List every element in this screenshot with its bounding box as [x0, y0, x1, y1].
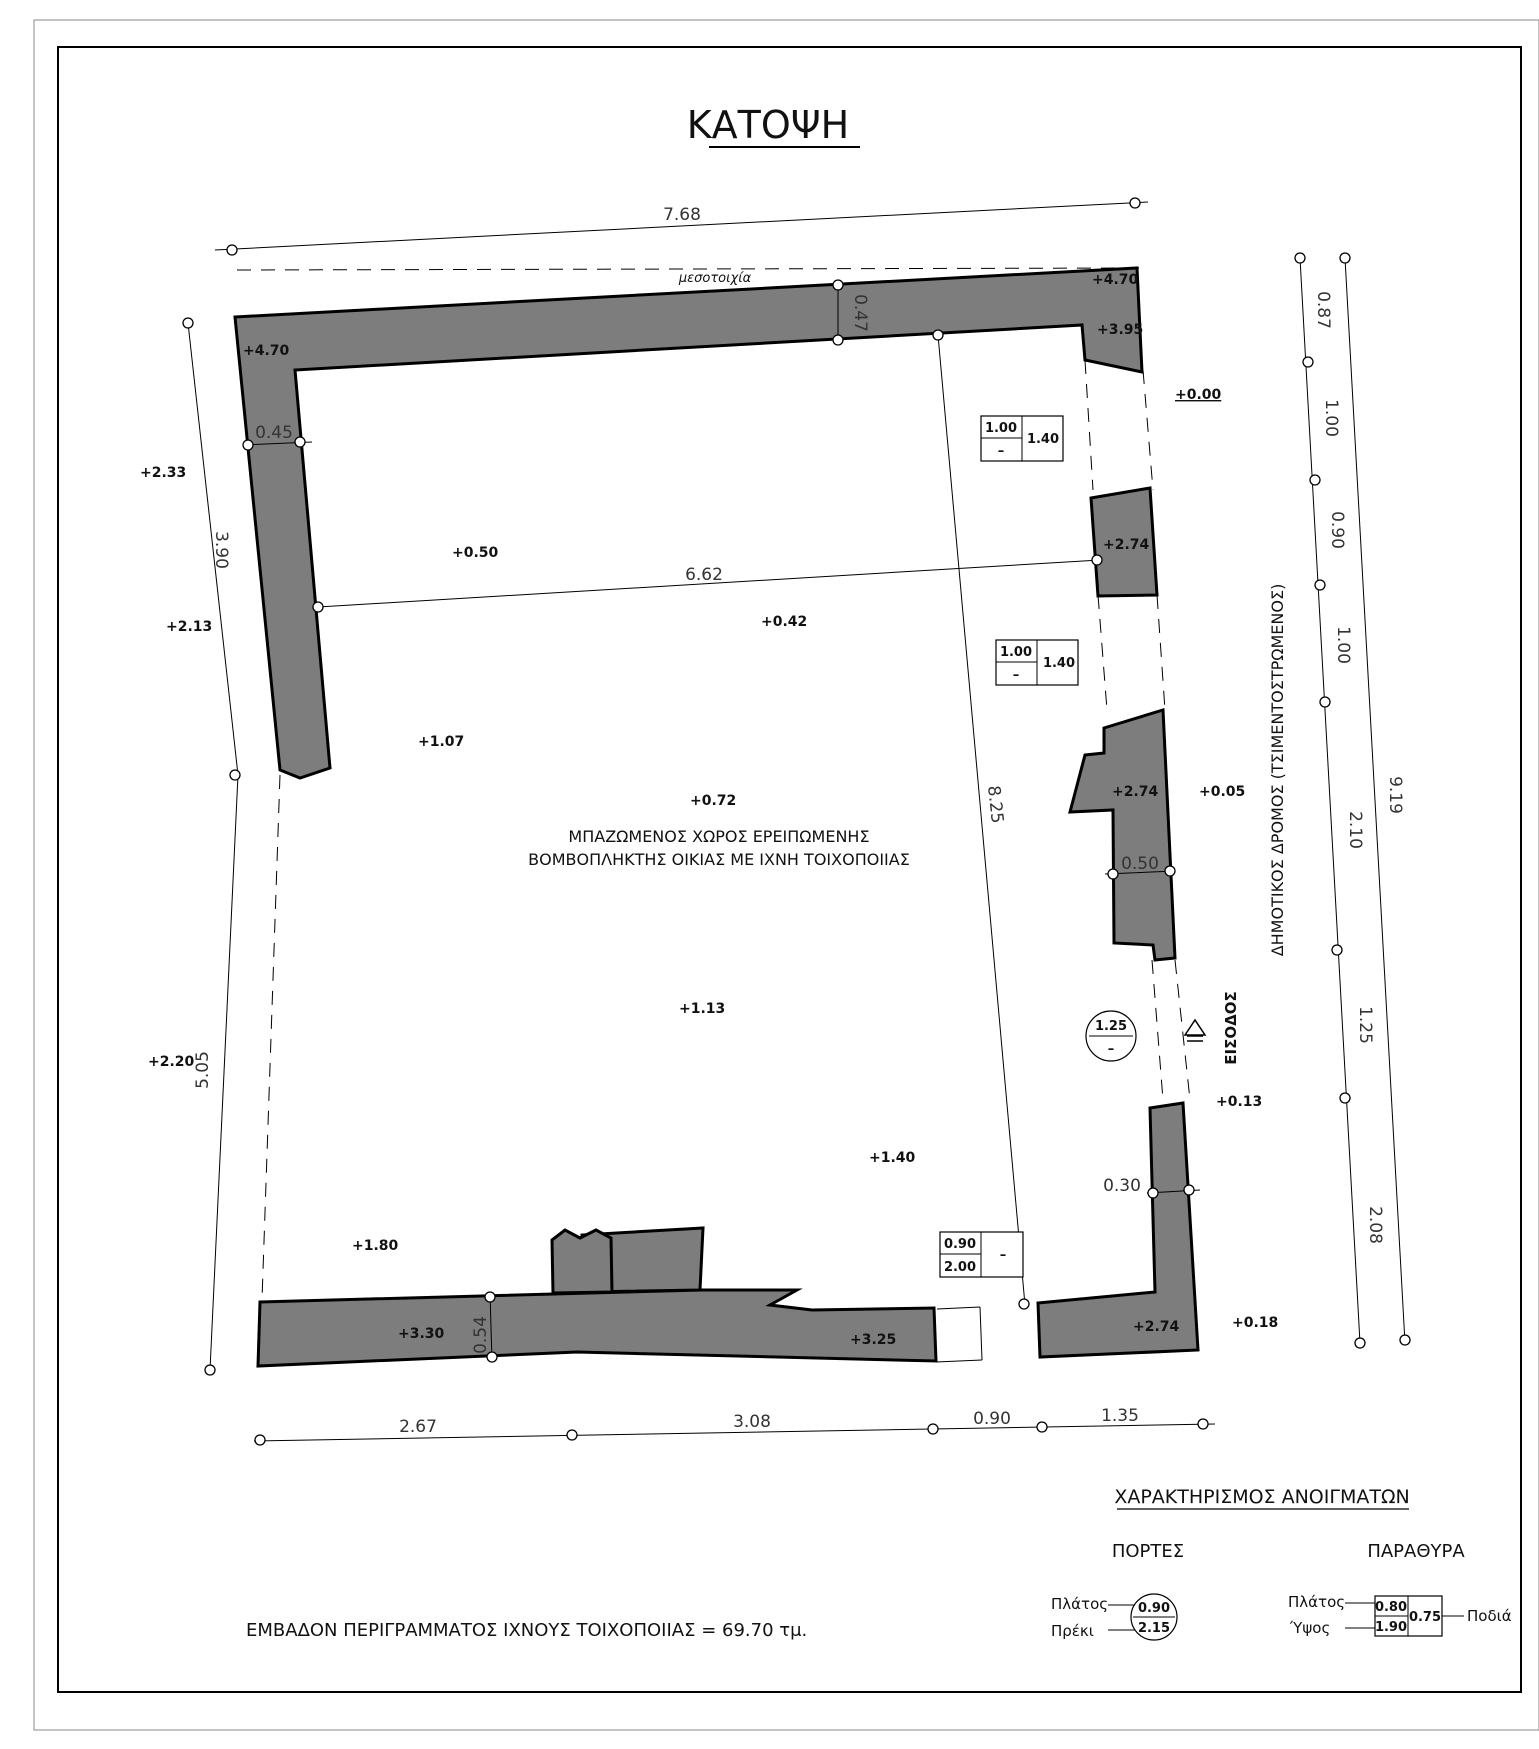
dim-right-wall-thickness: 0.50	[1121, 854, 1159, 874]
door-1-lintel: –	[1107, 1042, 1115, 1057]
window-tag-3	[940, 1232, 1023, 1277]
description-line-2: ΒΟΜΒΟΠΛΗΚΤΗΣ ΟΙΚΙΑΣ ΜΕ ΙΧΝΗ ΤΟΙΧΟΠΟΙΙΑΣ	[528, 850, 910, 869]
window-1-height: –	[997, 444, 1005, 459]
dim-right-chain-2: 1.00	[1321, 399, 1341, 437]
window-3-width: 0.90	[943, 1237, 977, 1252]
level-ne-corner: +4.70	[1092, 272, 1139, 288]
dim-party-wall-thickness: 0.47	[850, 294, 870, 332]
road-label: ΔΗΜΟΤΙΚΟΣ ΔΡΟΜΟΣ (ΤΣΙΜΕΝΤΟΣΤΡΩΜΕΝΟΣ)	[1268, 583, 1287, 957]
level-interior-2: +0.42	[761, 614, 808, 630]
legend-door-symbol	[1051, 1594, 1177, 1640]
dim-left-lower: 5.05	[193, 1051, 213, 1089]
dim-right-lower-thickness: 0.30	[1103, 1176, 1141, 1196]
level-interior-7: +1.80	[352, 1238, 399, 1254]
legend-window-sill-value: 0.75	[1408, 1610, 1442, 1625]
legend-door-lintel-label: Πρέκι	[1051, 1622, 1094, 1640]
dim-bottom-wall-thickness: 0.54	[471, 1316, 491, 1354]
door-tag-1	[1086, 1011, 1136, 1061]
level-west-3: +2.20	[148, 1054, 195, 1070]
window-tag-1	[981, 416, 1063, 461]
window-tag-2	[996, 640, 1078, 685]
south-wall-buttress	[552, 1230, 612, 1293]
level-interior-1: +0.50	[452, 545, 499, 561]
outer-border	[34, 20, 1539, 1730]
level-east-wall-3: +2.74	[1133, 1319, 1180, 1335]
area-text: ΕΜΒΑΔΟΝ ΠΕΡΙΓΡΑΜΜΑΤΟΣ ΙΧΝΟΥΣ ΤΟΙΧΟΠΟΙΙΑΣ = 69.70 τμ.	[246, 1620, 808, 1641]
level-interior-4: +0.72	[690, 793, 737, 809]
legend-window-height-label: Ύψος	[1290, 1619, 1331, 1637]
dim-right-chain-6: 1.25	[1355, 1006, 1375, 1044]
window-1-sill: 1.40	[1026, 432, 1060, 447]
dim-left-upper: 3.90	[211, 531, 231, 569]
dimension-ticks	[183, 198, 1410, 1445]
east-wall-pier-2	[1070, 710, 1175, 960]
dim-right-chain-7: 2.08	[1365, 1206, 1385, 1244]
dim-bottom-chain-2: 3.08	[733, 1412, 771, 1432]
dim-right-chain-3: 0.90	[1327, 511, 1347, 549]
dim-bottom-chain-1: 2.67	[399, 1417, 437, 1437]
legend-window-symbol	[1288, 1593, 1512, 1637]
legend-door-width-value: 0.90	[1137, 1601, 1171, 1616]
window-3-height: 2.00	[943, 1260, 977, 1275]
level-west-1: +2.33	[140, 465, 187, 481]
level-ne-inner: +3.95	[1097, 322, 1144, 338]
window-1-width: 1.00	[984, 421, 1018, 436]
door-1-width: 1.25	[1094, 1019, 1128, 1034]
dim-bottom-chain-4: 1.35	[1101, 1406, 1139, 1426]
legend-windows-heading: ΠΑΡΑΘΥΡΑ	[1367, 1541, 1465, 1562]
legend-door-lintel-value: 2.15	[1137, 1621, 1171, 1636]
level-street-3: +0.18	[1232, 1315, 1279, 1331]
window-2-sill: 1.40	[1042, 656, 1076, 671]
dim-diagonal: 8.25	[983, 784, 1007, 825]
dim-right-overall: 9.19	[1385, 776, 1405, 814]
level-east-wall-2: +2.74	[1112, 784, 1159, 800]
level-street-2: +0.13	[1216, 1094, 1263, 1110]
plan-title: ΚΑΤΟΨΗ	[686, 103, 850, 147]
level-south-wall-1: +3.30	[398, 1326, 445, 1342]
level-interior-3: +1.07	[418, 734, 465, 750]
level-street-datum: +0.00	[1175, 387, 1222, 403]
dim-left-wall-thickness: 0.45	[255, 423, 293, 443]
legend-title: ΧΑΡΑΚΤΗΡΙΣΜΟΣ ΑΝΟΙΓΜΑΤΩΝ	[1114, 1486, 1410, 1508]
south-opening-jambs	[936, 1307, 982, 1362]
level-nw-corner: +4.70	[243, 343, 290, 359]
legend-window-height-value: 1.90	[1374, 1620, 1408, 1635]
dim-bottom-chain-3: 0.90	[973, 1409, 1011, 1429]
party-wall-label: μεσοτοιχία	[678, 271, 752, 286]
level-east-wall-1: +2.74	[1103, 537, 1150, 553]
dim-right-chain-1: 0.87	[1313, 291, 1333, 329]
legend-window-width-label: Πλάτος	[1288, 1593, 1346, 1611]
legend-door-width-label: Πλάτος	[1051, 1595, 1109, 1613]
dim-interior-width: 6.62	[685, 565, 723, 585]
dim-right-chain-4: 1.00	[1333, 626, 1353, 664]
level-interior-6: +1.40	[869, 1150, 916, 1166]
entrance-label: ΕΙΣΟΔΟΣ	[1222, 991, 1240, 1065]
description-line-1: ΜΠΑΖΩΜΕΝΟΣ ΧΩΡΟΣ ΕΡΕΙΠΩΜΕΝΗΣ	[568, 827, 870, 846]
north-wall	[235, 268, 1142, 778]
level-west-2: +2.13	[166, 619, 213, 635]
legend-window-width-value: 0.80	[1374, 1600, 1408, 1615]
dim-right-chain-5: 2.10	[1345, 811, 1365, 849]
dim-top-overall: 7.68	[663, 205, 701, 225]
legend-doors-heading: ΠΟΡΤΕΣ	[1111, 1541, 1185, 1562]
window-2-width: 1.00	[999, 645, 1033, 660]
legend-window-sill-label: Ποδιά	[1467, 1607, 1512, 1625]
window-2-height: –	[1012, 668, 1020, 683]
entrance-arrow-icon	[1185, 1020, 1205, 1041]
dimension-lines	[188, 202, 1405, 1441]
level-street-1: +0.05	[1199, 784, 1246, 800]
level-interior-5: +1.13	[679, 1001, 726, 1017]
window-3-sill: –	[999, 1248, 1007, 1263]
level-south-wall-2: +3.25	[850, 1332, 897, 1348]
